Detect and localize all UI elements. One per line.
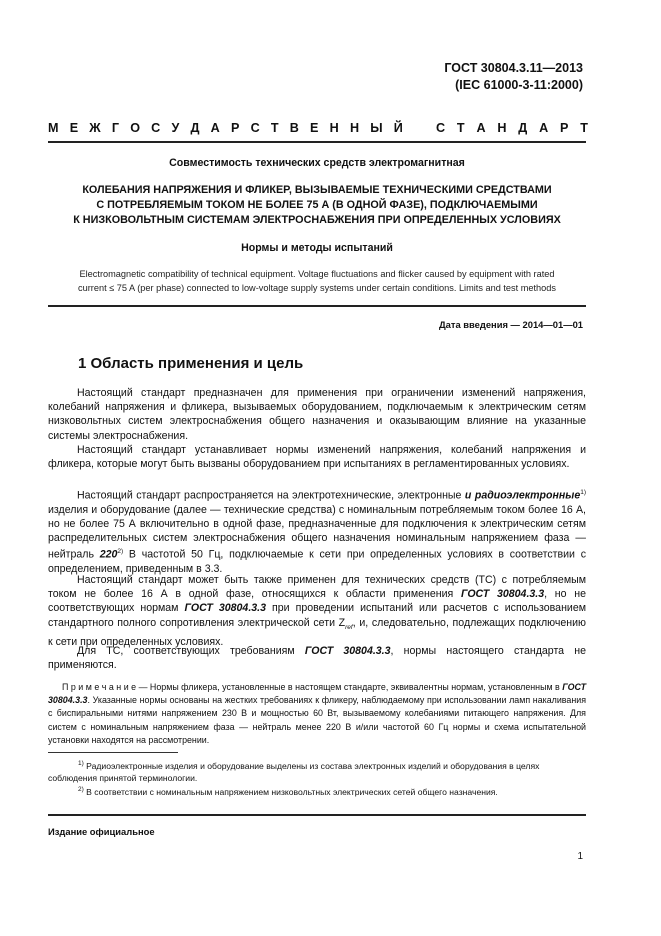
banner-letter: А (539, 121, 549, 135)
footer-rule (48, 814, 586, 816)
paragraph-2: Настоящий стандарт устанавливает нормы изменений напряжения, колебаний напряжения и фликера, которые могут быть вызваны оборудованием при испытаниях в регламентированных условиях. (48, 444, 586, 471)
banner-letter: С (436, 121, 446, 135)
note: П р и м е ч а н и е — Нормы фликера, установленные в настоящем стандарте, эквивалентны нормам, установленным в ГОСТ 30804.3.3. Указанные нормы основаны на жестких требованиях к фликеру, наблюдаемому при использовании ламп накаливания с биспиральными нитями напряжением 230 В и мощностью 60 Вт, вызываемому колебаниями питающего напряжения. Для систем с номинальным напряжением фаза — нейтраль менее 220 В и/или частотой 60 Гц нормы и схема испытательной установки находятся на рассмотрении. (48, 682, 586, 745)
main-title-line-1: КОЛЕБАНИЯ НАПРЯЖЕНИЯ И ФЛИКЕР, ВЫЗЫВАЕМЫЕ ТЕХНИЧЕСКИМИ СРЕДСТВАМИ (82, 184, 552, 196)
sub-title: Нормы и методы испытаний (241, 242, 393, 254)
banner-letter: Д (518, 121, 528, 135)
banner-letter: Ж (89, 121, 101, 135)
banner-letter: С (151, 121, 161, 135)
main-title-line-3: К НИЗКОВОЛЬТНЫМ СИСТЕМАМ ЭЛЕКТРОСНАБЖЕНИЯ ПРИ ОПРЕДЕЛЕННЫХ УСЛОВИЯХ (73, 214, 561, 226)
general-title: Совместимость технических средств электромагнитная (169, 157, 465, 169)
banner-letter: С (250, 121, 260, 135)
banner-letter: Т (456, 121, 465, 135)
banner-letter: Ы (370, 121, 383, 135)
interstate-standard-banner (48, 121, 588, 135)
banner-letter: Д (190, 121, 200, 135)
page-number: 1 (577, 851, 583, 862)
banner-letter: В (289, 121, 299, 135)
banner-letter: Й (393, 121, 403, 135)
paragraph-4: Настоящий стандарт может быть также применен для технических средств (ТС) с потребляемым током не более 16 А в одной фазе, относящихся к области применения ГОСТ 30804.3.3, но не соответствующих нормам ГОСТ 30804.3.3 при проведении испытаний или расчетов с использованием стандартного полного сопротивления электрической сети $Z_{ref}$, и, следовательно, подлежащих подключению к сети при определенных условиях. (48, 574, 587, 648)
banner-letter: Р (560, 121, 569, 135)
footnote-ref-2: 2) (117, 548, 124, 556)
banner-letter: Е (310, 121, 319, 135)
banner-letter: У (171, 121, 180, 135)
banner-letter: Р (230, 121, 240, 135)
english-title-line-1: Electromagnetic compatibility of technical equipment. Voltage fluctuations and flicker caused by equipment with rated (79, 269, 555, 279)
footnote-1: $^{1)}$ Радиоэлектронные изделия и оборудование выделены из состава электронных изделий и оборудования в целях соблюдения принятой терминологии. (48, 760, 540, 784)
banner-word-interstate (48, 121, 403, 135)
english-title-line-2: current ≤ 75 A (per phase) connected to low-voltage supply systems under certain conditions. Limits and test methods (78, 283, 556, 293)
main-title-line-2: С ПОТРЕБЛЯЕМЫМ ТОКОМ НЕ БОЛЕЕ 75 А (В ОДНОЙ ФАЗЕ), ПОДКЛЮЧАЕМЫМИ (96, 199, 538, 211)
banner-letter: Т (580, 121, 588, 135)
introduction-date: Дата введения — 2014—01—01 (438, 319, 583, 330)
banner-letter: Т (270, 121, 279, 135)
iec-number: (IEC 61000-3-11:2000) (455, 78, 583, 92)
paragraph-3: Настоящий стандарт распространяется на электротехнические, электронные и радиоэлектронные$^{1)}$ изделия и оборудование (далее — технические средства) с номинальным потребляемым током более 16 А, но не более 75 А включительно в одной фазе, предназначенные для подключения к электрическим сетям распределительных систем электроснабжения общего назначения номинальным напряжением фаза — нейтраль 220$^{2)}$ В частотой 50 Гц, подключаемые к сети при определенных условиях в соответствии с определением, приведенным в 3.3. (48, 489, 586, 576)
section-heading: 1 Область применения и цель (78, 355, 304, 372)
banner-letter: Н (349, 121, 360, 135)
banner-letter: А (210, 121, 220, 135)
paragraph-1: Настоящий стандарт предназначен для применения при ограничении изменений напряжения, колебаний напряжения и фликера, вызываемых оборудованием, подключаемым к электрическим сетям низковольтных систем электроснабжения общего назначения и оказывающим влияние на указанные системы электроснабжения. (48, 387, 586, 442)
banner-rule (48, 141, 586, 143)
document-number: ГОСТ 30804.3.11—2013 (444, 61, 583, 75)
banner-letter: Н (329, 121, 339, 135)
banner-letter: Е (69, 121, 79, 135)
banner-letter: О (130, 121, 140, 135)
banner-letter: Н (497, 121, 507, 135)
footnote-2: $^{2)}$ В соответствии с номинальным напряжением низковольтных электрических сетей общего назначения. (78, 786, 498, 797)
footnote-separator (48, 752, 178, 753)
banner-letter: Г (111, 121, 119, 135)
banner-letter: А (476, 121, 486, 135)
official-edition-label: Издание официальное (48, 826, 155, 837)
footnote-ref-1: 1) (580, 489, 586, 496)
banner-word-standard (436, 121, 588, 135)
banner-letter: М (48, 121, 59, 135)
paragraph-5: Для ТС, соответствующих требованиям ГОСТ 30804.3.3, нормы настоящего стандарта не применяются. (48, 645, 586, 672)
title-rule (48, 305, 586, 307)
